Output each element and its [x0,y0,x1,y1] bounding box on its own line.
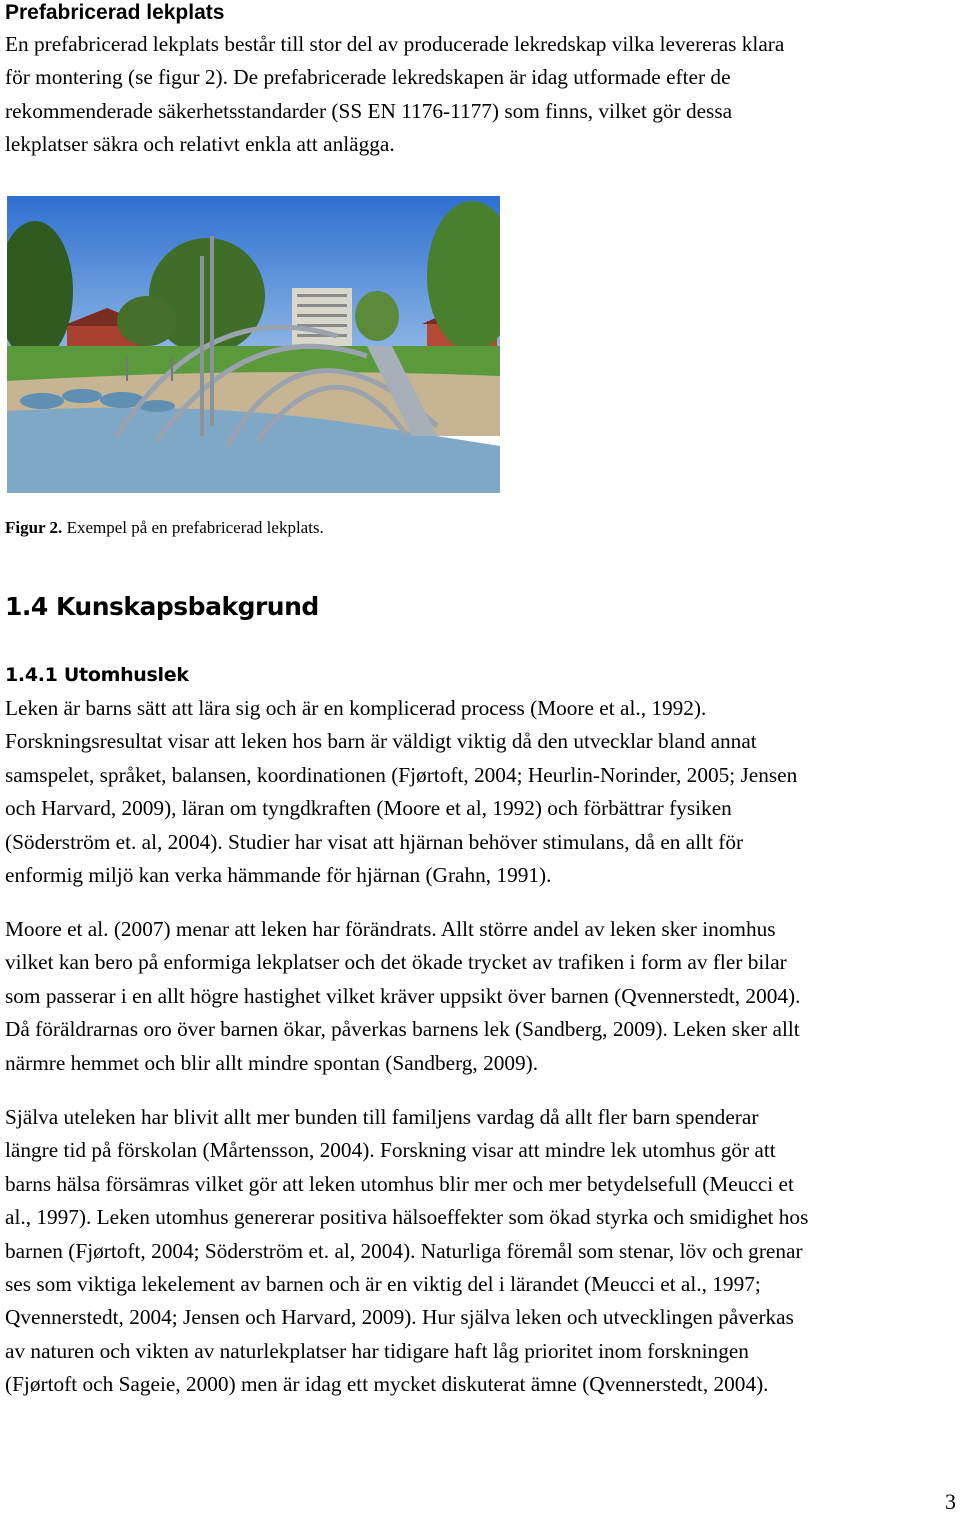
paragraph-3 [5,1101,960,1402]
text-line: vilket kan bero på enformiga lekplatser och det ökade trycket av trafiken i form av fler bilar [5,950,787,975]
text-line: för montering (se figur 2). De prefabricerade lekredskapen är idag utformade efter de [5,65,731,90]
text-line: al., 1997). Leken utomhus genererar positiva hälsoeffekter som ökad styrka och smidighet hos [5,1205,809,1230]
playground-photo [7,196,500,493]
text-line: Moore et al. (2007) menar att leken har förändrats. Allt större andel av leken sker inomhus [5,917,776,941]
text-line: barns hälsa försämras vilket gör att leken utomhus blir mer och mer betydelsefull (Meucci et [5,1171,794,1196]
figure-caption [5,518,324,538]
text-line: samspelet, språket, balansen, koordinationen (Fjørtoft, 2004; Heurlin-Norinder, 2005; Jensen [5,762,798,787]
figure-label: Figur 2. [5,518,63,537]
text-line: Qvennerstedt, 2004; Jensen och Harvard, 2009). Hur själva leken och utvecklingen påverkas [5,1305,794,1330]
playground-illustration [7,196,500,493]
text-line: Leken är barns sätt att lära sig och är en komplicerad process (Moore et al., 1992). [5,696,707,720]
figure-caption-text: Exempel på en prefabricerad lekplats. [66,518,324,537]
text-line: ses som viktiga lekelement av barnen och är en viktig del i lärandet (Meucci et al., 1997; [5,1272,761,1297]
text-line: enformig miljö kan verka hämmande för hjärnan (Grahn, 1991). [5,863,552,888]
text-line: Då föräldrarnas oro över barnen ökar, påverkas barnens lek (Sandberg, 2009). Leken sker allt [5,1017,800,1042]
text-line: barnen (Fjørtoft, 2004; Söderström et. al, 2004). Naturliga föremål som stenar, löv och grenar [5,1238,803,1263]
paragraph-1 [5,692,960,892]
paragraph-prefabricerad [5,28,960,162]
text-line: längre tid på förskolan (Mårtensson, 2004). Forskning visar att mindre lek utomhus gör att [5,1138,776,1163]
text-line: Själva uteleken har blivit allt mer bunden till familjens vardag då allt fler barn spenderar [5,1105,759,1129]
text-line: av naturen och vikten av naturlekplatser har tidigare haft låg prioritet inom forskningen [5,1338,749,1363]
text-line: närmre hemmet och blir allt mindre spontan (Sandberg, 2009). [5,1050,539,1075]
text-line: Forskningsresultat visar att leken hos barn är väldigt viktig då den utvecklar bland annat [5,729,757,754]
section-heading-1-4: 1.4 Kunskapsbakgrund [5,592,319,621]
text-line: (Söderström et. al, 2004). Studier har visat att hjärnan behöver stimulans, då en allt för [5,829,744,854]
text-line: och Harvard, 2009), läran om tyngdkraften (Moore et al, 1992) och förbättrar fysiken [5,796,732,821]
paragraph-2 [5,913,960,1080]
text-line: (Fjørtoft och Sageie, 2000) men är idag ett mycket diskuterat ämne (Qvennerstedt, 2004). [5,1372,769,1397]
text-line: rekommenderade säkerhetsstandarder (SS EN 1176-1177) som finns, vilket gör dessa [5,98,733,123]
text-line: som passerar i en allt högre hastighet vilket kräver uppsikt över barnen (Qvennerstedt, 2004). [5,983,801,1008]
section-heading-prefabricerad: Prefabricerad lekplats [5,1,225,24]
section-heading-1-4-1: 1.4.1 Utomhuslek [5,664,189,686]
text-line: En prefabricerad lekplats består till stor del av producerade lekredskap vilka levereras klara [5,32,785,56]
page-number: 3 [945,1489,956,1514]
text-line: lekplatser säkra och relativt enkla att anlägga. [5,132,395,157]
